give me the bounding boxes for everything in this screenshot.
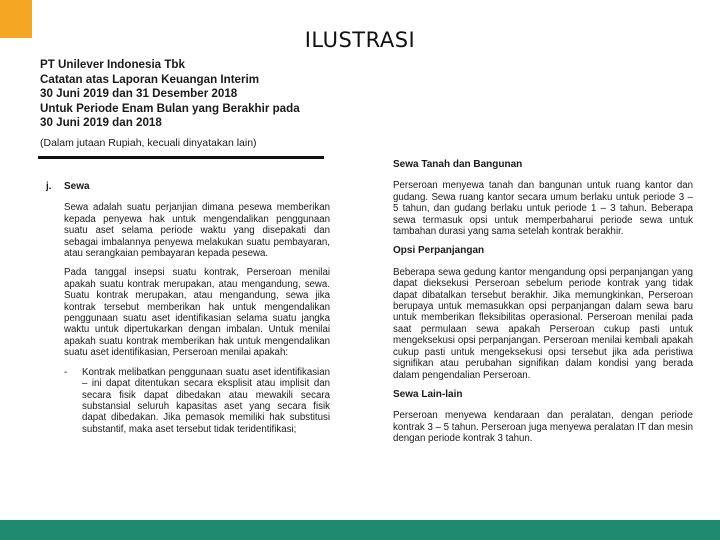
footer-bar — [0, 520, 720, 540]
inception-paragraph: Pada tanggal insepsi suatu kontrak, Perseroan menilai apakah suatu kontrak merupakan, atau mengandung, sewa. Suatu kontrak merupakan, atau mengandung, sewa jika kontrak tersebut memberikan hak untuk mengendalikan penggunaan suatu aset identifikasian selama suatu jangka waktu untuk dipertukarkan dengan imbalan. Untuk menilai apakah suatu kontrak memberikan hak untuk mengendalikan suatu aset identifikasian, Perseroan menilai apakah: — [64, 267, 330, 359]
heading-extension-options: Opsi Perpanjangan — [393, 245, 485, 257]
currency-note: (Dalam jutaan Rupiah, kecuali dinyatakan lain) — [40, 136, 257, 149]
section-letter: j. — [46, 181, 52, 192]
document-header — [40, 58, 340, 149]
report-title: Catatan atas Laporan Keuangan Interim — [40, 72, 260, 86]
extension-options-paragraph: Beberapa sewa gedung kantor mengandung opsi perpanjangan yang dapat dieksekusi Perseroan sebelum periode kontrak yang tidak dapat dibatalkan tersebut berakhir. Jika memungkinkan, Perseroan berupaya untuk memasukkan opsi perpanjangan dalam sewa baru untuk memberikan fleksibilitas operasional. Perseroan menilai pada saat permulaan sewa apakah Perseroan cukup pasti untuk mengeksekusi opsi perpanjangan. Perseroan menilai kembali apakah cukup pasti untuk mengeksekusi opsi tersebut jika ada peristiwa signifikan atau perubahan signifikan dalam kondisi yang berada dalam pengendalian Perseroan. — [393, 266, 693, 381]
left-column — [46, 181, 330, 435]
header-rule — [38, 156, 324, 159]
company-name: PT Unilever Indonesia Tbk — [40, 58, 185, 71]
bullet-dash: - — [64, 366, 68, 378]
right-column — [393, 159, 693, 453]
heading-land-buildings: Sewa Tanah dan Bangunan — [393, 159, 523, 170]
section-heading-sewa: Sewa — [64, 181, 90, 192]
sewa-definition-paragraph: Sewa adalah suatu perjanjian dimana pesewa memberikan kepada penyewa hak untuk mengendalikan penggunaan suatu aset selama periode waktu yang disepakati dan sebagai imbalannya penyewa melakukan suatu pembayaran, atau serangkaian pembayaran kepada pesewa. — [64, 202, 330, 260]
report-dates: 30 Juni 2019 dan 31 Desember 2018 — [40, 87, 238, 100]
report-period-dates: 30 Juni 2019 dan 2018 — [40, 116, 162, 129]
bullet-item — [64, 367, 330, 435]
land-buildings-paragraph: Perseroan menyewa tanah dan bangunan untuk ruang kantor dan gudang. Sewa ruang kantor secara umum berlaku untuk periode 3 – 5 tahun, dan gudang berlaku untuk periode 1 – 3 tahun. Beberapa sewa termasuk opsi untuk memperbaharui periode sewa untuk tambahan durasi yang sama setelah kontrak berakhir. — [393, 180, 693, 238]
heading-other-leases: Sewa Lain-lain — [393, 388, 463, 400]
bullet-text: Kontrak melibatkan penggunaan suatu aset identifikasian – ini dapat ditentukan secara eksplisit atau implisit dan secara fisik dapat dibedakan atau mewakili secara substansial seluruh kapasitas aset yang secara fisik dapat dibedakan. Jika pemasok memiliki hak substitusi substantif, maka aset tersebut tidak teridentifikasi; — [82, 366, 330, 435]
other-leases-paragraph: Perseroan menyewa kendaraan dan peralatan, dengan periode kontrak 3 – 5 tahun. Perseroan juga menyewa peralatan IT dan mesin dengan periode kontrak 3 tahun. — [393, 410, 693, 445]
report-period: Untuk Periode Enam Bulan yang Berakhir pada — [40, 101, 300, 115]
slide-title: ILUSTRASI — [304, 28, 416, 52]
